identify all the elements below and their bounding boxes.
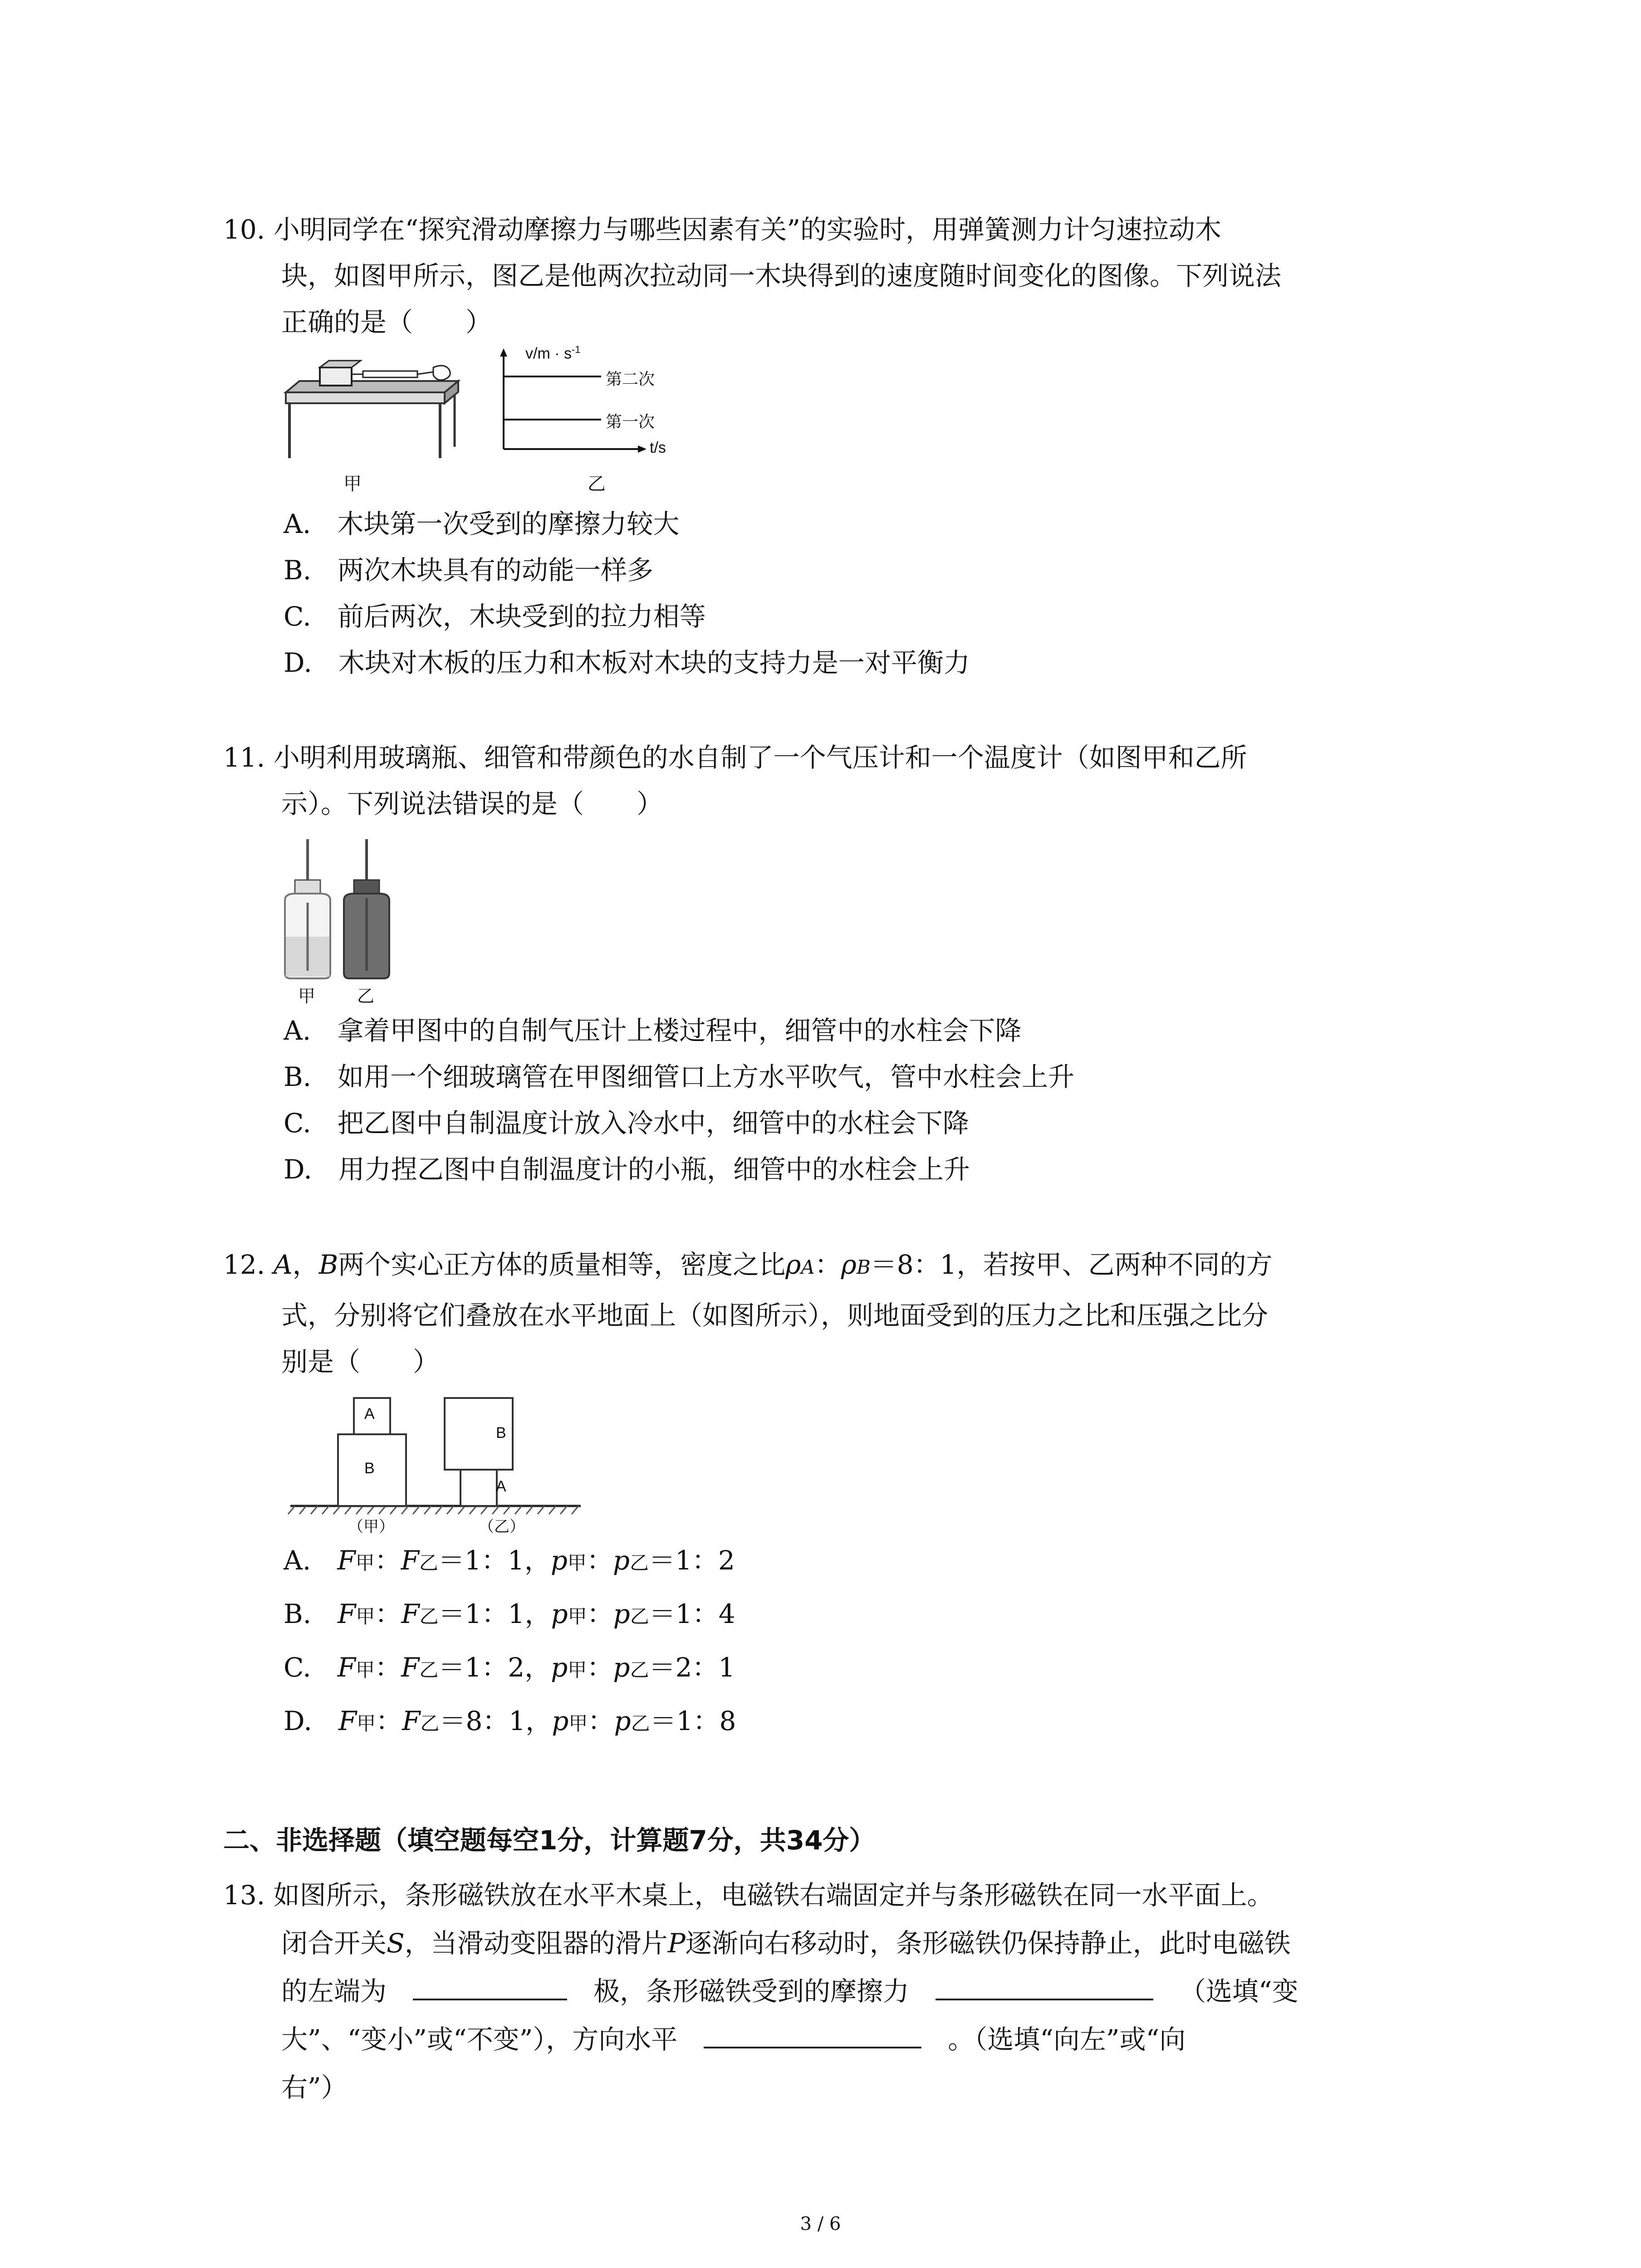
q12-option-b-p-sub1: 甲 xyxy=(568,1605,587,1628)
q12-fig-yi-cube-a: A xyxy=(496,1478,506,1495)
q13-stem-line3 xyxy=(281,1969,1298,2014)
q12-var-b: B xyxy=(318,1249,338,1280)
q10-graph-x-axis-label: t/s xyxy=(650,439,666,456)
q12-option-b: B. F甲：F乙＝1：1，p甲：p乙＝1：4 xyxy=(284,1598,735,1629)
q12-option-c-f2: F xyxy=(401,1652,420,1683)
q12-comma: ， xyxy=(292,1249,319,1280)
q12-option-c-letter: C. xyxy=(284,1652,311,1683)
q13-line3-text-c: （选填“变 xyxy=(1180,1976,1298,2007)
q11-stem-line1: 11. 小明利用玻璃瓶、细管和带颜色的水自制了一个气压计和一个温度计（如图甲和乙所 xyxy=(223,742,1247,773)
q13-stem-line1: 13. 如图所示，条形磁铁放在水平木桌上，电磁铁右端固定并与条形磁铁在同一水平面上。 xyxy=(223,1880,1274,1911)
q10-figure-yi-label: 乙 xyxy=(588,474,606,494)
q13-blank-friction[interactable] xyxy=(936,1975,1153,2000)
q12-figure-cubes xyxy=(286,1393,585,1533)
q11-stem-line2: 示）。下列说法错误的是（ ） xyxy=(281,788,663,819)
q12-option-a-p-sub1: 甲 xyxy=(567,1552,587,1574)
q12-option-a-f-sub2: 乙 xyxy=(419,1552,438,1574)
q12-option-a-p: p xyxy=(550,1545,568,1576)
q12-var-a: A xyxy=(273,1249,293,1280)
q12-option-a-letter: A. xyxy=(284,1545,311,1576)
q12-fig-jia-cube-a: A xyxy=(364,1405,375,1422)
q10-graph-y-axis-sup: -1 xyxy=(571,344,581,355)
q12-fig-jia-cube-b: B xyxy=(364,1460,375,1477)
q11-figure-bottles xyxy=(272,835,422,989)
q10-option-b: B. 两次木块具有的动能一样多 xyxy=(284,555,654,586)
q12-stem-line2: 式，分别将它们叠放在水平地面上（如图所示），则地面受到的压力之比和压强之比分 xyxy=(281,1300,1269,1331)
q13-stem-line5: 右”） xyxy=(281,2072,348,2103)
q12-option-c-f: F xyxy=(337,1652,356,1683)
q11-option-d: D. 用力捏乙图中自制温度计的小瓶，细管中的水柱会上升 xyxy=(284,1154,970,1185)
q13-line4-text-a: 大”、“变小”或“不变”），方向水平 xyxy=(281,2024,678,2055)
q12-option-a-p-ratio: 1：2 xyxy=(675,1545,735,1576)
q13-line4-text-b: 。（选填“向左”或“向 xyxy=(948,2024,1186,2055)
q12-option-b-letter: B. xyxy=(284,1598,312,1629)
q11-option-b: B. 如用一个细玻璃管在甲图细管口上方水平吹气，管中水柱会上升 xyxy=(284,1061,1075,1092)
q10-graph-line-lower-label: 第一次 xyxy=(606,412,655,431)
q12-option-a-f-sub1: 甲 xyxy=(355,1552,375,1574)
q12-option-c-p2: p xyxy=(613,1652,630,1683)
q12-option-d-letter: D. xyxy=(284,1706,312,1736)
q10-graph-line-upper-label: 第二次 xyxy=(606,370,655,388)
q13-stem-line2 xyxy=(281,1921,1291,1966)
page-number: 3 / 6 xyxy=(800,2214,841,2234)
section-2-heading: 二、非选择题（填空题每空1分，计算题7分，共34分） xyxy=(223,1825,876,1856)
q12-option-d-p-sub1: 甲 xyxy=(568,1712,588,1735)
q13-line2-text-a: 闭合开关 xyxy=(281,1928,387,1959)
q13-line3-text-b: 极，条形磁铁受到的摩擦力 xyxy=(593,1976,910,2007)
q12-option-b-p: p xyxy=(551,1598,568,1629)
q12-option-d-f-ratio: 8：1 xyxy=(465,1706,526,1736)
q12-option-b-f-sub1: 甲 xyxy=(356,1605,375,1628)
q10-option-d: D. 木块对木板的压力和木板对木块的支持力是一对平衡力 xyxy=(284,647,970,678)
q12-stem-line1 xyxy=(223,1242,1273,1290)
q13-stem-line4 xyxy=(281,2017,1185,2062)
q12-option-b-p-sub2: 乙 xyxy=(630,1605,649,1628)
q12-option-b-p2: p xyxy=(613,1598,630,1629)
q12-ratio-colon: ： xyxy=(814,1249,841,1280)
q10-stem-line1: 10. 小明同学在“探究滑动摩擦力与哪些因素有关”的实验时，用弹簧测力计匀速拉动木 xyxy=(223,214,1221,245)
q12-option-a: A. F甲：F乙＝1：1，p甲：p乙＝1：2 xyxy=(284,1545,735,1576)
q12-figure-yi-label: （乙） xyxy=(479,1518,525,1535)
q12-option-a-p2: p xyxy=(612,1545,630,1576)
q13-line2-text-b: ，当滑动变阻器的滑片 xyxy=(404,1928,668,1959)
q13-line2-text-c: 逐渐向右移动时，条形磁铁仍保持静止，此时电磁铁 xyxy=(685,1928,1291,1959)
q13-var-p: P xyxy=(667,1928,686,1959)
q12-option-d-f-sub1: 甲 xyxy=(357,1712,376,1735)
q12-stem-ratio: ＝8：1，若按甲、乙两种不同的方 xyxy=(870,1249,1273,1280)
q12-option-d-p: p xyxy=(552,1706,569,1736)
q13-var-s: S xyxy=(387,1928,405,1959)
q10-option-c: C. 前后两次，木块受到的拉力相等 xyxy=(284,601,706,632)
q12-option-d: D. F甲：F乙＝8：1，p甲：p乙＝1：8 xyxy=(284,1706,736,1736)
q12-option-d-f-sub2: 乙 xyxy=(420,1712,440,1735)
q12-option-a-p-sub2: 乙 xyxy=(630,1552,649,1574)
q13-blank-pole[interactable] xyxy=(413,1975,567,2000)
q11-figure-yi-label: 乙 xyxy=(357,987,375,1006)
q12-option-a-f-ratio: 1：1 xyxy=(464,1545,524,1576)
q10-figure-jia-label: 甲 xyxy=(343,474,362,494)
q12-option-c-p-ratio: 2：1 xyxy=(675,1652,735,1683)
q11-option-a: A. 拿着甲图中的自制气压计上楼过程中，细管中的水柱会下降 xyxy=(284,1015,1022,1046)
q12-option-d-p-sub2: 乙 xyxy=(631,1712,650,1735)
q10-stem-line2: 块，如图甲所示，图乙是他两次拉动同一木块得到的速度随时间变化的图像。下列说法 xyxy=(281,260,1282,291)
q10-graph-y-axis-label xyxy=(525,344,581,362)
q12-option-b-f2: F xyxy=(401,1598,420,1629)
q12-number: 12. xyxy=(223,1249,274,1280)
q10-graph-y-axis-text: v/m · s xyxy=(525,345,572,362)
q11-option-c: C. 把乙图中自制温度计放入冷水中，细管中的水柱会下降 xyxy=(284,1108,969,1139)
q12-figure-jia-label: （甲） xyxy=(348,1518,394,1535)
q12-option-b-p-ratio: 1：4 xyxy=(675,1598,735,1629)
q12-option-d-f2: F xyxy=(402,1706,421,1736)
q12-option-b-f-ratio: 1：1 xyxy=(465,1598,525,1629)
q12-rho-a-sub: A xyxy=(801,1256,815,1278)
q12-option-b-f: F xyxy=(338,1598,356,1629)
q12-option-c-p-sub2: 乙 xyxy=(630,1659,649,1681)
q10-figure-jia xyxy=(277,349,467,472)
q10-option-a: A. 木块第一次受到的摩擦力较大 xyxy=(284,508,680,539)
q12-option-c-f-ratio: 1：2 xyxy=(465,1652,525,1683)
q12-fig-yi-cube-b: B xyxy=(496,1424,506,1442)
q12-option-b-f-sub2: 乙 xyxy=(419,1605,439,1628)
q12-option-c: C. F甲：F乙＝1：2，p甲：p乙＝2：1 xyxy=(284,1652,735,1683)
q13-blank-direction[interactable] xyxy=(704,2023,921,2048)
q12-rho-b-sub: B xyxy=(856,1256,871,1278)
q12-stem-line3: 别是（ ） xyxy=(281,1346,440,1377)
q12-option-a-f: F xyxy=(337,1545,356,1576)
q12-option-c-p: p xyxy=(551,1652,568,1683)
q13-line3-text-a: 的左端为 xyxy=(281,1976,387,2007)
q12-stem-text: 两个实心正方体的质量相等，密度之比 xyxy=(338,1249,786,1280)
q10-stem-line3: 正确的是（ ） xyxy=(281,307,492,337)
q12-option-c-p-sub1: 甲 xyxy=(568,1659,587,1681)
q12-rho-a: ρ xyxy=(785,1249,801,1280)
q11-figure-jia-label: 甲 xyxy=(298,987,316,1006)
q12-option-c-f-sub2: 乙 xyxy=(419,1659,439,1681)
q12-option-d-p-ratio: 1：8 xyxy=(676,1706,736,1736)
q12-option-d-p2: p xyxy=(614,1706,631,1736)
q12-option-a-f2: F xyxy=(401,1545,419,1576)
q12-option-d-f: F xyxy=(338,1706,357,1736)
q12-rho-b: ρ xyxy=(841,1249,857,1280)
q12-option-c-f-sub1: 甲 xyxy=(356,1659,375,1681)
